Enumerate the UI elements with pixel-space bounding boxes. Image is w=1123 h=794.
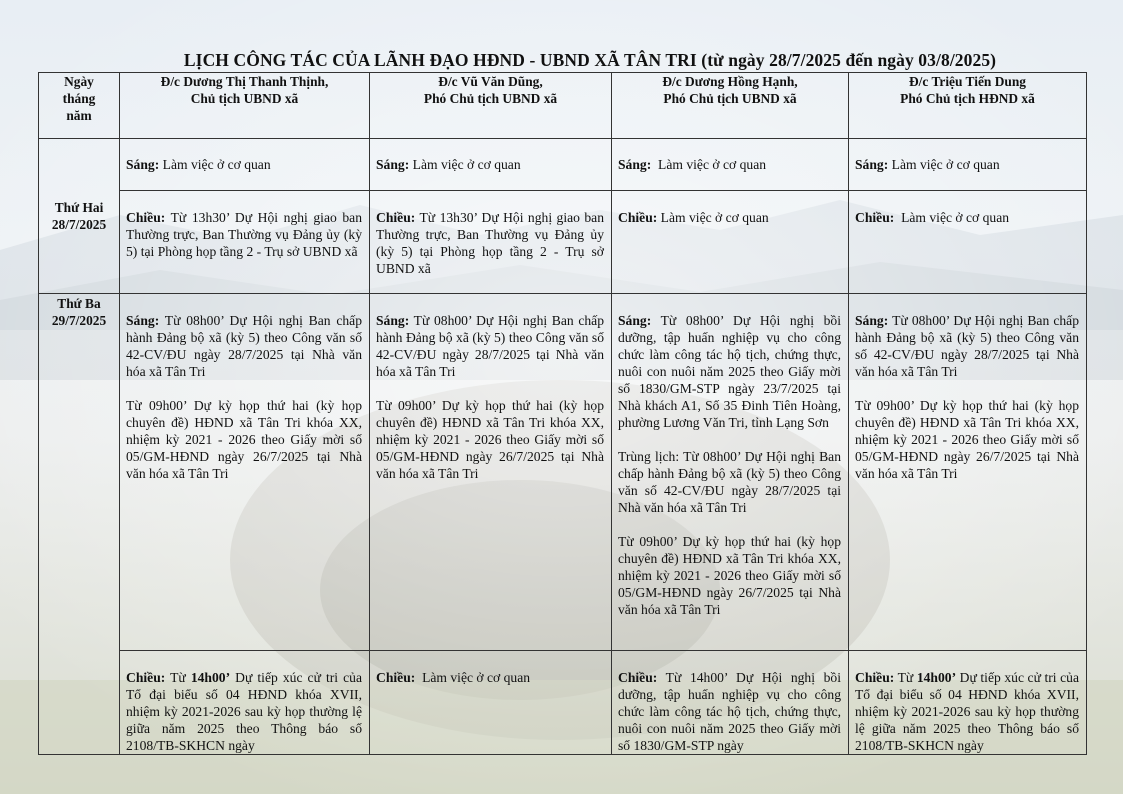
session-label: Sáng: [376, 157, 410, 172]
session-text: Từ 09h00’ Dự kỳ họp thứ hai (kỳ họp chuyên đề) HĐND xã Tân Tri khóa XX, nhiệm kỳ 2021 - 2026 theo Giấy mời số 05/GM-HĐND ngày 26/7/2025 tại Nhà văn hóa xã Tân Tri [376, 398, 604, 481]
session-text: Từ 09h00’ Dự kỳ họp thứ hai (kỳ họp chuyên đề) HĐND xã Tân Tri khóa XX, nhiệm kỳ 2021 - 2026 theo Giấy mời số 05/GM-HĐND ngày 26/7/2025 tại Nhà văn hóa xã Tân Tri [855, 398, 1079, 481]
schedule-cell [120, 139, 370, 191]
day-cell [39, 294, 120, 755]
session-text: Từ 08h00’ Dự Hội nghị Ban chấp hành Đảng bộ xã (kỳ 5) theo Công văn số 42-CV/ĐU ngày 28/7/2025 tại Nhà văn hóa xã Tân Tri [376, 313, 604, 379]
person-name: Đ/c Triệu Tiến Dung [909, 74, 1026, 89]
schedule-cell [612, 139, 849, 191]
table-header-row [39, 73, 1087, 139]
date-header-line: tháng [62, 91, 96, 106]
session-label: Chiều: [126, 210, 166, 225]
session-text: Từ 09h00’ Dự kỳ họp thứ hai (kỳ họp chuyên đề) HĐND xã Tân Tri khóa XX, nhiệm kỳ 2021 - 2026 theo Giấy mời số 05/GM-HĐND ngày 26/7/2025 tại Nhà văn hóa xã Tân Tri [126, 398, 362, 481]
schedule-cell [849, 294, 1087, 651]
schedule-cell [849, 651, 1087, 755]
session-label: Chiều: [376, 670, 416, 685]
session-text: Từ 13h30’ Dự Hội nghị giao ban Thường trực, Ban Thường vụ Đảng ủy (kỳ 5) tại Phòng họp tầng 2 - Trụ sở UBND xã [126, 210, 362, 259]
session-time: 14h00’ [190, 670, 231, 685]
schedule-cell [370, 651, 612, 755]
schedule-cell [849, 191, 1087, 294]
session-label: Chiều: [618, 670, 658, 685]
session-label: Chiều: [855, 670, 895, 685]
table-row [39, 651, 1087, 755]
person-role: Phó Chủ tịch UBND xã [663, 91, 797, 106]
day-date: 29/7/2025 [51, 313, 107, 328]
person-role: Phó Chủ tịch HĐND xã [900, 91, 1035, 106]
session-text: Làm việc ở cơ quan [159, 157, 271, 172]
session-label: Sáng: [126, 313, 160, 328]
person-column-header [612, 73, 849, 139]
person-column-header [120, 73, 370, 139]
schedule-cell [612, 294, 849, 651]
session-label: Chiều: [126, 670, 166, 685]
date-header-line: Ngày [64, 74, 94, 89]
schedule-cell [370, 191, 612, 294]
schedule-cell [120, 191, 370, 294]
schedule-cell [612, 191, 849, 294]
session-text: Làm việc ở cơ quan [894, 210, 1010, 225]
session-text: Trùng lịch: Từ 08h00’ Dự Hội nghị Ban chấp hành Đảng bộ xã (kỳ 5) theo Công văn số 42-CV/ĐU ngày 28/7/2025 tại Nhà văn hóa xã Tân Tri [618, 449, 841, 515]
session-text: Từ 08h00’ Dự Hội nghị Ban chấp hành Đảng bộ xã (kỳ 5) theo Công văn số 42-CV/ĐU ngày 28/7/2025 tại Nhà văn hóa xã Tân Tri [855, 313, 1079, 379]
session-text: Làm việc ở cơ quan [651, 157, 767, 172]
person-name: Đ/c Vũ Văn Dũng, [438, 74, 543, 89]
session-text: Từ 08h00’ Dự Hội nghị Ban chấp hành Đảng bộ xã (kỳ 5) theo Công văn số 42-CV/ĐU ngày 28/7/2025 tại Nhà văn hóa xã Tân Tri [126, 313, 362, 379]
page-title: LỊCH CÔNG TÁC CỦA LÃNH ĐẠO HĐND - UBND XÃ TÂN TRI (từ ngày 28/7/2025 đến ngày 03/8/2025) [183, 50, 997, 70]
person-role: Chủ tịch UBND xã [190, 91, 299, 106]
session-label: Sáng: [618, 157, 652, 172]
person-name: Đ/c Dương Hồng Hạnh, [662, 74, 798, 89]
session-text: Làm việc ở cơ quan [415, 670, 531, 685]
date-column-header [39, 73, 120, 139]
schedule-cell [612, 651, 849, 755]
person-role: Phó Chủ tịch UBND xã [423, 91, 558, 106]
session-label: Chiều: [855, 210, 895, 225]
person-column-header [849, 73, 1087, 139]
schedule-cell [849, 139, 1087, 191]
session-text: Từ [657, 670, 690, 685]
day-name: Thứ Ba [57, 296, 101, 311]
session-label: Sáng: [376, 313, 410, 328]
table-row [39, 294, 1087, 651]
session-text: Dự tiếp xúc cử tri của Tổ đại biểu số 04 HĐND khóa XVII, nhiệm kỳ 2021-2026 sau kỳ họp thường lệ giữa năm 2025 theo Thông báo số 2108/TB-SKHCN ngày [126, 670, 362, 753]
person-column-header [370, 73, 612, 139]
session-time: 14h00’ [916, 670, 957, 685]
session-text: Từ [894, 670, 917, 685]
schedule-cell [120, 651, 370, 755]
schedule-cell [370, 294, 612, 651]
session-label: Sáng: [618, 313, 652, 328]
session-label: Sáng: [855, 313, 889, 328]
session-text: Từ [165, 670, 191, 685]
date-header-line: năm [66, 108, 92, 123]
day-cell [39, 139, 120, 294]
session-text: 14h00’ Dự Hội nghị bồi dưỡng, tập huấn nghiệp vụ cho công chức làm công tác hộ tịch, chứng thực, nuôi con nuôi năm 2025 theo Giấy mời số 1830/GM-STP ngày [618, 670, 841, 753]
session-label: Chiều: [376, 210, 416, 225]
schedule-table [38, 72, 1087, 755]
session-text: Dự tiếp xúc cử tri của Tổ đại biểu số 04 HĐND khóa XVII, nhiệm kỳ 2021-2026 sau kỳ họp thường lệ giữa năm 2025 theo Thông báo số 2108/TB-SKHCN ngày [855, 670, 1079, 753]
day-name: Thứ Hai [54, 200, 104, 215]
session-label: Sáng: [855, 157, 889, 172]
session-text: Từ 09h00’ Dự kỳ họp thứ hai (kỳ họp chuyên đề) HĐND xã Tân Tri khóa XX, nhiệm kỳ 2021 - 2026 theo Giấy mời số 05/GM-HĐND ngày 26/7/2025 tại Nhà văn hóa xã Tân Tri [618, 534, 841, 617]
table-row [39, 139, 1087, 191]
day-date: 28/7/2025 [51, 217, 107, 232]
session-text: Từ 08h00’ Dự Hội nghị bồi dưỡng, tập huấn nghiệp vụ cho công chức làm công tác hộ tịch, chứng thực, nuôi con nuôi năm 2025 theo Giấy mời số 1830/GM-STP ngày 23/7/2025 tại Nhà khách A1, Số 35 Đinh Tiên Hoàng, phường Lương Văn Tri, tỉnh Lạng Sơn [618, 313, 841, 430]
session-text: Làm việc ở cơ quan [657, 210, 769, 225]
schedule-cell [120, 294, 370, 651]
person-name: Đ/c Dương Thị Thanh Thịnh, [160, 74, 329, 89]
session-label: Chiều: [618, 210, 658, 225]
session-label: Sáng: [126, 157, 160, 172]
session-text: Làm việc ở cơ quan [888, 157, 1000, 172]
session-text: Làm việc ở cơ quan [409, 157, 521, 172]
session-text: Từ 13h30’ Dự Hội nghị giao ban Thường trực, Ban Thường vụ Đảng ủy (kỳ 5) tại Phòng họp tầng 2 - Trụ sở UBND xã [376, 210, 604, 276]
schedule-cell [370, 139, 612, 191]
table-row [39, 191, 1087, 294]
